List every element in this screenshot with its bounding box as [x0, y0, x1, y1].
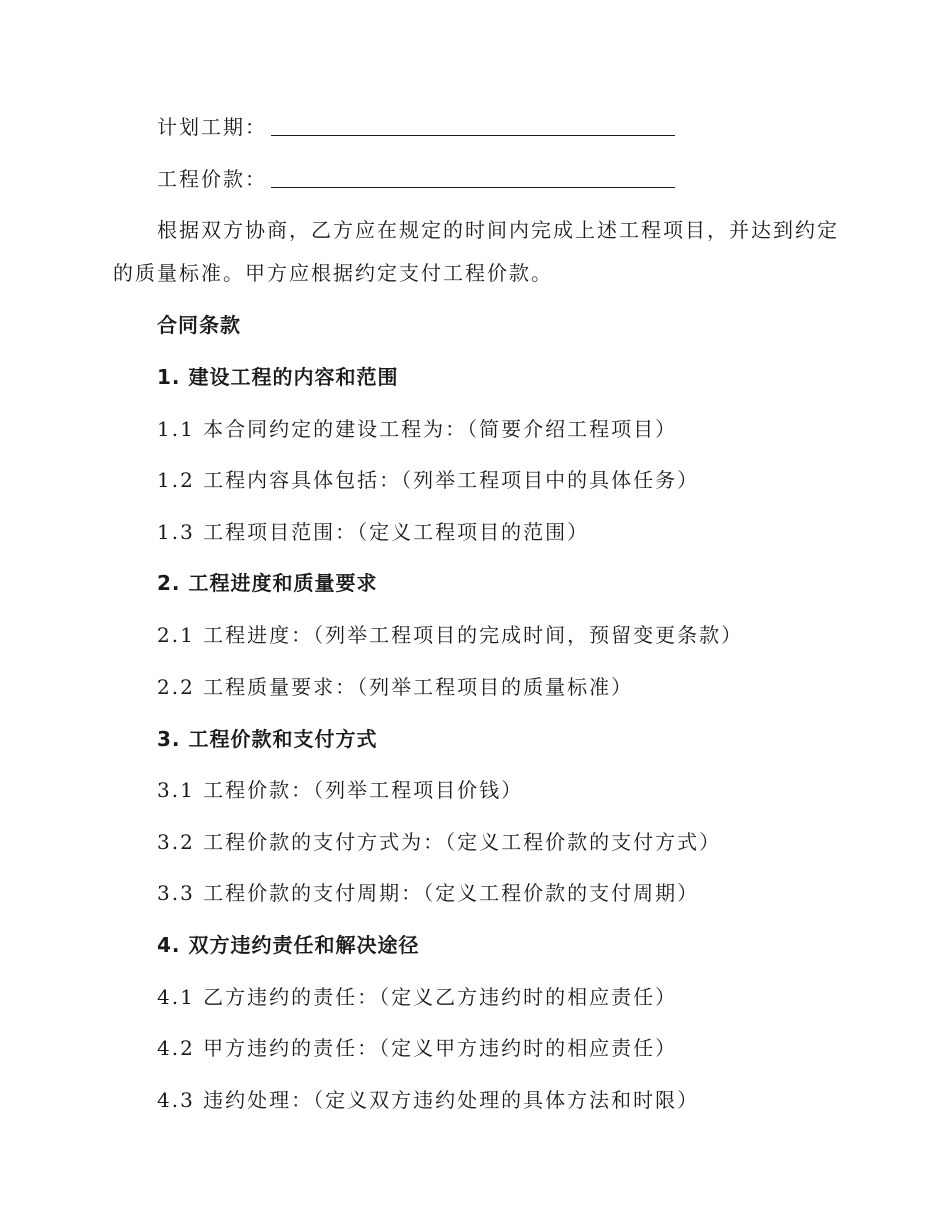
contract-terms-heading: 合同条款	[157, 313, 241, 337]
intro-paragraph-line-2: 的质量标准。甲方应根据约定支付工程价款。	[113, 261, 553, 285]
clause-item: 1.2 工程内容具体包括：（列举工程项目中的具体任务）	[157, 468, 700, 492]
section-heading: 4. 双方违约责任和解决途径	[157, 933, 420, 957]
clause-item: 3.1 工程价款：（列举工程项目价钱）	[157, 778, 524, 802]
clause-item: 2.1 工程进度：（列举工程项目的完成时间，预留变更条款）	[157, 623, 744, 647]
section-heading: 2. 工程进度和质量要求	[157, 571, 378, 595]
section-heading: 3. 工程价款和支付方式	[157, 727, 378, 751]
planned-period-label: 计划工期：	[157, 115, 267, 139]
intro-paragraph-line-1: 根据双方协商，乙方应在规定的时间内完成上述工程项目，并达到约定	[157, 218, 839, 242]
clause-item: 2.2 工程质量要求：（列举工程项目的质量标准）	[157, 675, 634, 699]
clause-item: 4.1 乙方违约的责任：（定义乙方违约时的相应责任）	[157, 985, 678, 1009]
clause-item: 4.3 违约处理：（定义双方违约处理的具体方法和时限）	[157, 1088, 700, 1112]
planned-period-field	[157, 114, 675, 140]
price-field	[157, 166, 675, 192]
clause-item: 1.1 本合同约定的建设工程为：（简要介绍工程项目）	[157, 417, 678, 441]
clause-item: 1.3 工程项目范围：（定义工程项目的范围）	[157, 520, 590, 544]
section-heading: 1. 建设工程的内容和范围	[157, 365, 399, 389]
clause-item: 3.2 工程价款的支付方式为：（定义工程价款的支付方式）	[157, 830, 722, 854]
clause-item: 3.3 工程价款的支付周期：（定义工程价款的支付周期）	[157, 881, 700, 905]
clause-item: 4.2 甲方违约的责任：（定义甲方违约时的相应责任）	[157, 1036, 678, 1060]
planned-period-blank-line[interactable]	[271, 115, 675, 136]
price-blank-line[interactable]	[271, 167, 675, 188]
price-label: 工程价款：	[157, 167, 267, 191]
